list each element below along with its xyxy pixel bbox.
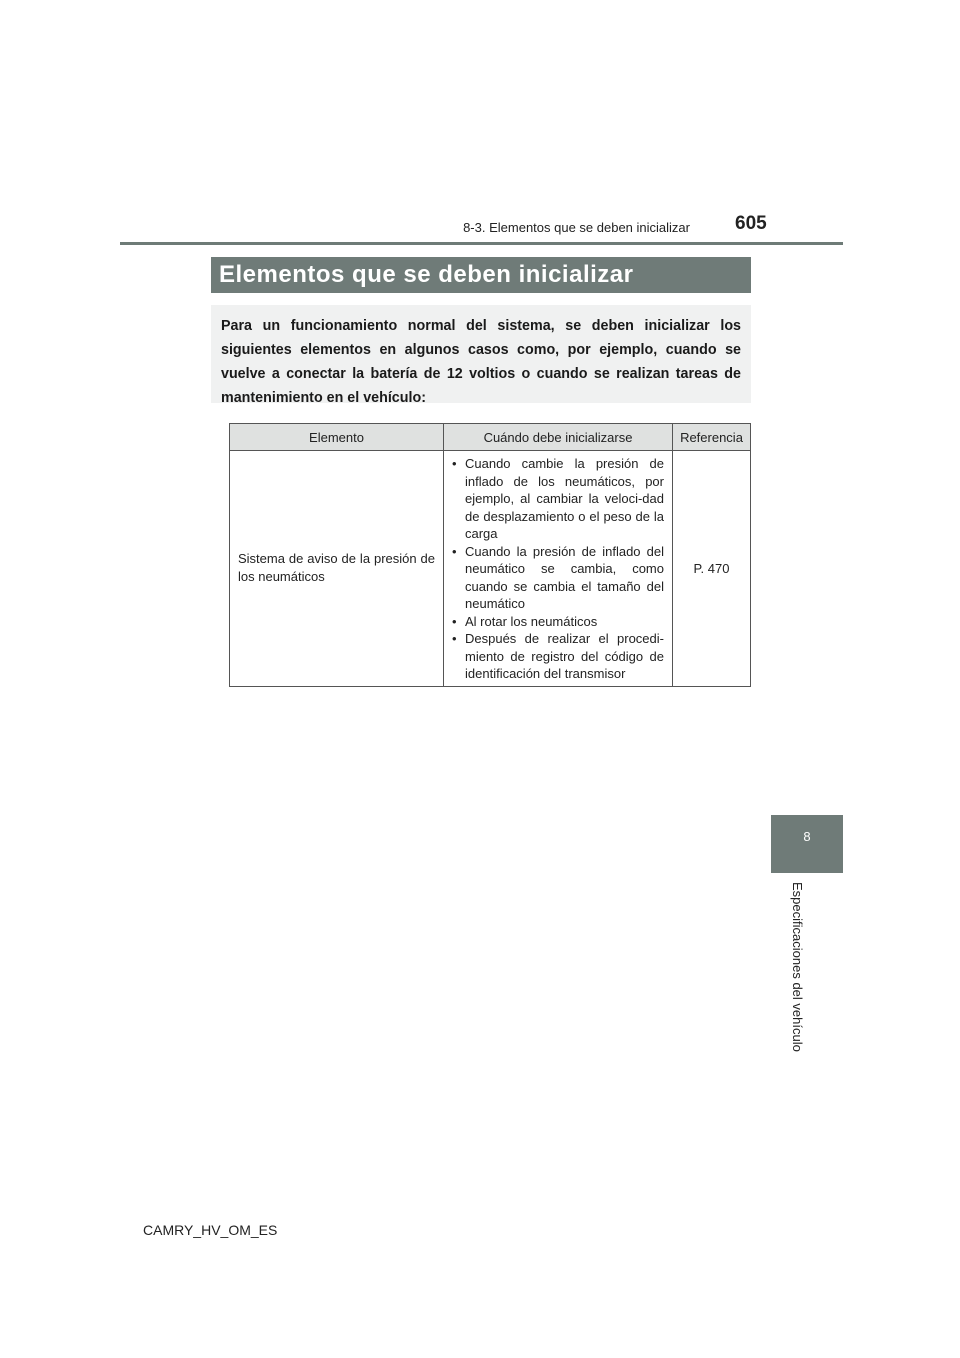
header-cell-reference: Referencia: [673, 424, 751, 451]
footer-code: CAMRY_HV_OM_ES: [143, 1222, 278, 1238]
condition-text: Cuando la presión de inflado del neumático se cambia, como cuando se cambia el tamaño del neumático: [465, 543, 664, 611]
table-row: [230, 451, 751, 687]
header-cell-when: Cuándo debe inicializarse: [444, 424, 673, 451]
cell-conditions: [444, 451, 673, 687]
chapter-tab: [771, 815, 843, 873]
bullet-icon: •: [452, 631, 457, 646]
cell-reference: P. 470: [673, 451, 751, 687]
bullet-icon: •: [452, 543, 457, 559]
initialization-table: [229, 423, 751, 687]
page-number: 605: [735, 213, 767, 234]
section-title: 8-3. Elementos que se deben inicializar: [463, 220, 690, 235]
list-item: [452, 543, 664, 613]
condition-text: Cuando cambie la presión de inflado de los neumáticos, por ejemplo, al cambiar la veloci-dad de desplazamiento o el peso de la carga: [465, 456, 664, 541]
chapter-number: 8: [803, 829, 811, 844]
table-header-row: [230, 424, 751, 451]
condition-text: Después de realizar el procedi-miento de registro del código de identificación del transmisor: [465, 631, 664, 681]
list-item: [452, 613, 664, 631]
bullet-icon: •: [452, 613, 457, 629]
bullet-icon: •: [452, 456, 457, 471]
condition-text: Al rotar los neumáticos: [465, 613, 598, 629]
list-item: [452, 630, 664, 683]
chapter-label: Especificaciones del vehículo: [790, 882, 805, 1052]
list-item: [452, 455, 664, 543]
header-divider: [120, 242, 843, 245]
cell-item: Sistema de aviso de la presión de los neumáticos: [230, 451, 444, 687]
intro-text: Para un funcionamiento normal del sistema, se deben inicializar los siguientes elementos en algunos casos como, por ejemplo, cuando se vuelve a conectar la batería de 12 voltios o cuando se realizan tareas de mantenimiento en el vehículo:: [211, 305, 751, 403]
conditions-list: [452, 455, 664, 683]
header-cell-item: Elemento: [230, 424, 444, 451]
page-title: Elementos que se deben inicializar: [211, 257, 751, 293]
